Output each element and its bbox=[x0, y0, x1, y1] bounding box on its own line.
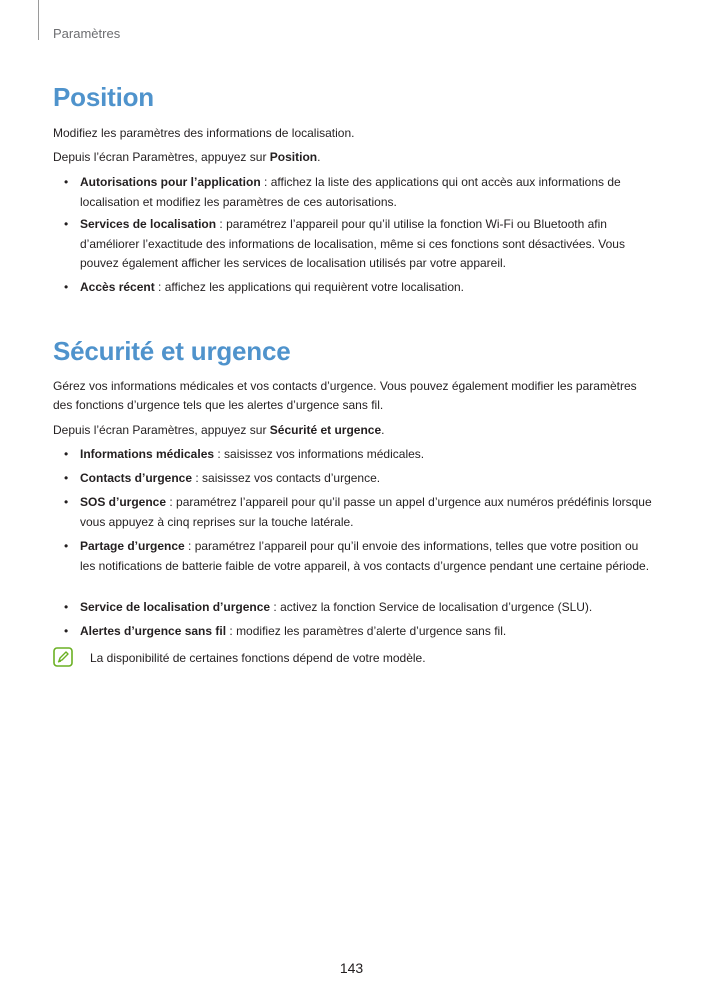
bullet: • bbox=[64, 495, 69, 509]
position-intro: Modifiez les paramètres des informations de localisation. bbox=[53, 126, 355, 140]
position-title: Position bbox=[53, 82, 154, 112]
list-item: • Accès récent : affichez les applications qui requièrent votre localisation. bbox=[80, 278, 655, 298]
list-item: • Service de localisation d’urgence : activez la fonction Service de localisation d’urgence (SLU). bbox=[80, 598, 655, 618]
list-item: • SOS d’urgence : paramétrez l’appareil pour qu’il passe un appel d’urgence aux numéros prédéfinis lorsque vous appuyez à cinq reprises sur la touche latérale. bbox=[64, 495, 652, 529]
note-text: La disponibilité de certaines fonctions dépend de votre modèle. bbox=[90, 651, 426, 665]
list-item: • Informations médicales : saisissez vos informations médicales. bbox=[80, 445, 655, 465]
note-pencil-icon bbox=[53, 647, 73, 667]
security-intro: Gérez vos informations médicales et vos contacts d’urgence. Vous pouvez également modifier les paramètres des fonctions d’urgence tels que les alertes d’urgence sans fil. bbox=[53, 379, 637, 412]
list-item: • Contacts d’urgence : saisissez vos contacts d’urgence. bbox=[80, 469, 655, 489]
bullet: • bbox=[64, 539, 69, 553]
bullet: • bbox=[64, 471, 69, 485]
page-number: 143 bbox=[339, 960, 364, 976]
bullet: • bbox=[64, 217, 69, 231]
position-path: Depuis l’écran Paramètres, appuyez sur Position. bbox=[53, 150, 321, 164]
list-item: • Partage d’urgence : paramétrez l’appareil pour qu’il envoie des informations, telles que votre position ou les notifications de batterie faible de votre appareil, à vos contacts d’urgence pendant une certaine période. bbox=[64, 539, 650, 573]
bullet: • bbox=[64, 175, 69, 189]
list-item: • Autorisations pour l’application : affichez la liste des applications qui ont accès aux informations de localisation et modifiez les paramètres de ces autorisations. bbox=[64, 175, 621, 209]
bullet: • bbox=[64, 600, 69, 614]
list-item: • Alertes d’urgence sans fil : modifiez les paramètres d’alerte d’urgence sans fil. bbox=[80, 622, 655, 642]
section-header: Paramètres bbox=[53, 26, 121, 41]
list-item: • Services de localisation : paramétrez l’appareil pour qu’il utilise la fonction Wi-Fi ou Bluetooth afin d’améliorer l’exactitude des informations de localisation, même si ces fonctions sont désactivées. Vous pouvez également afficher les services de localisation utilisés par votre appareil. bbox=[64, 217, 625, 270]
bullet: • bbox=[64, 447, 69, 461]
bullet: • bbox=[64, 280, 69, 294]
security-title: Sécurité et urgence bbox=[53, 336, 291, 366]
header-rule bbox=[38, 0, 39, 40]
security-path: Depuis l’écran Paramètres, appuyez sur Sécurité et urgence. bbox=[53, 423, 385, 437]
bullet: • bbox=[64, 624, 69, 638]
